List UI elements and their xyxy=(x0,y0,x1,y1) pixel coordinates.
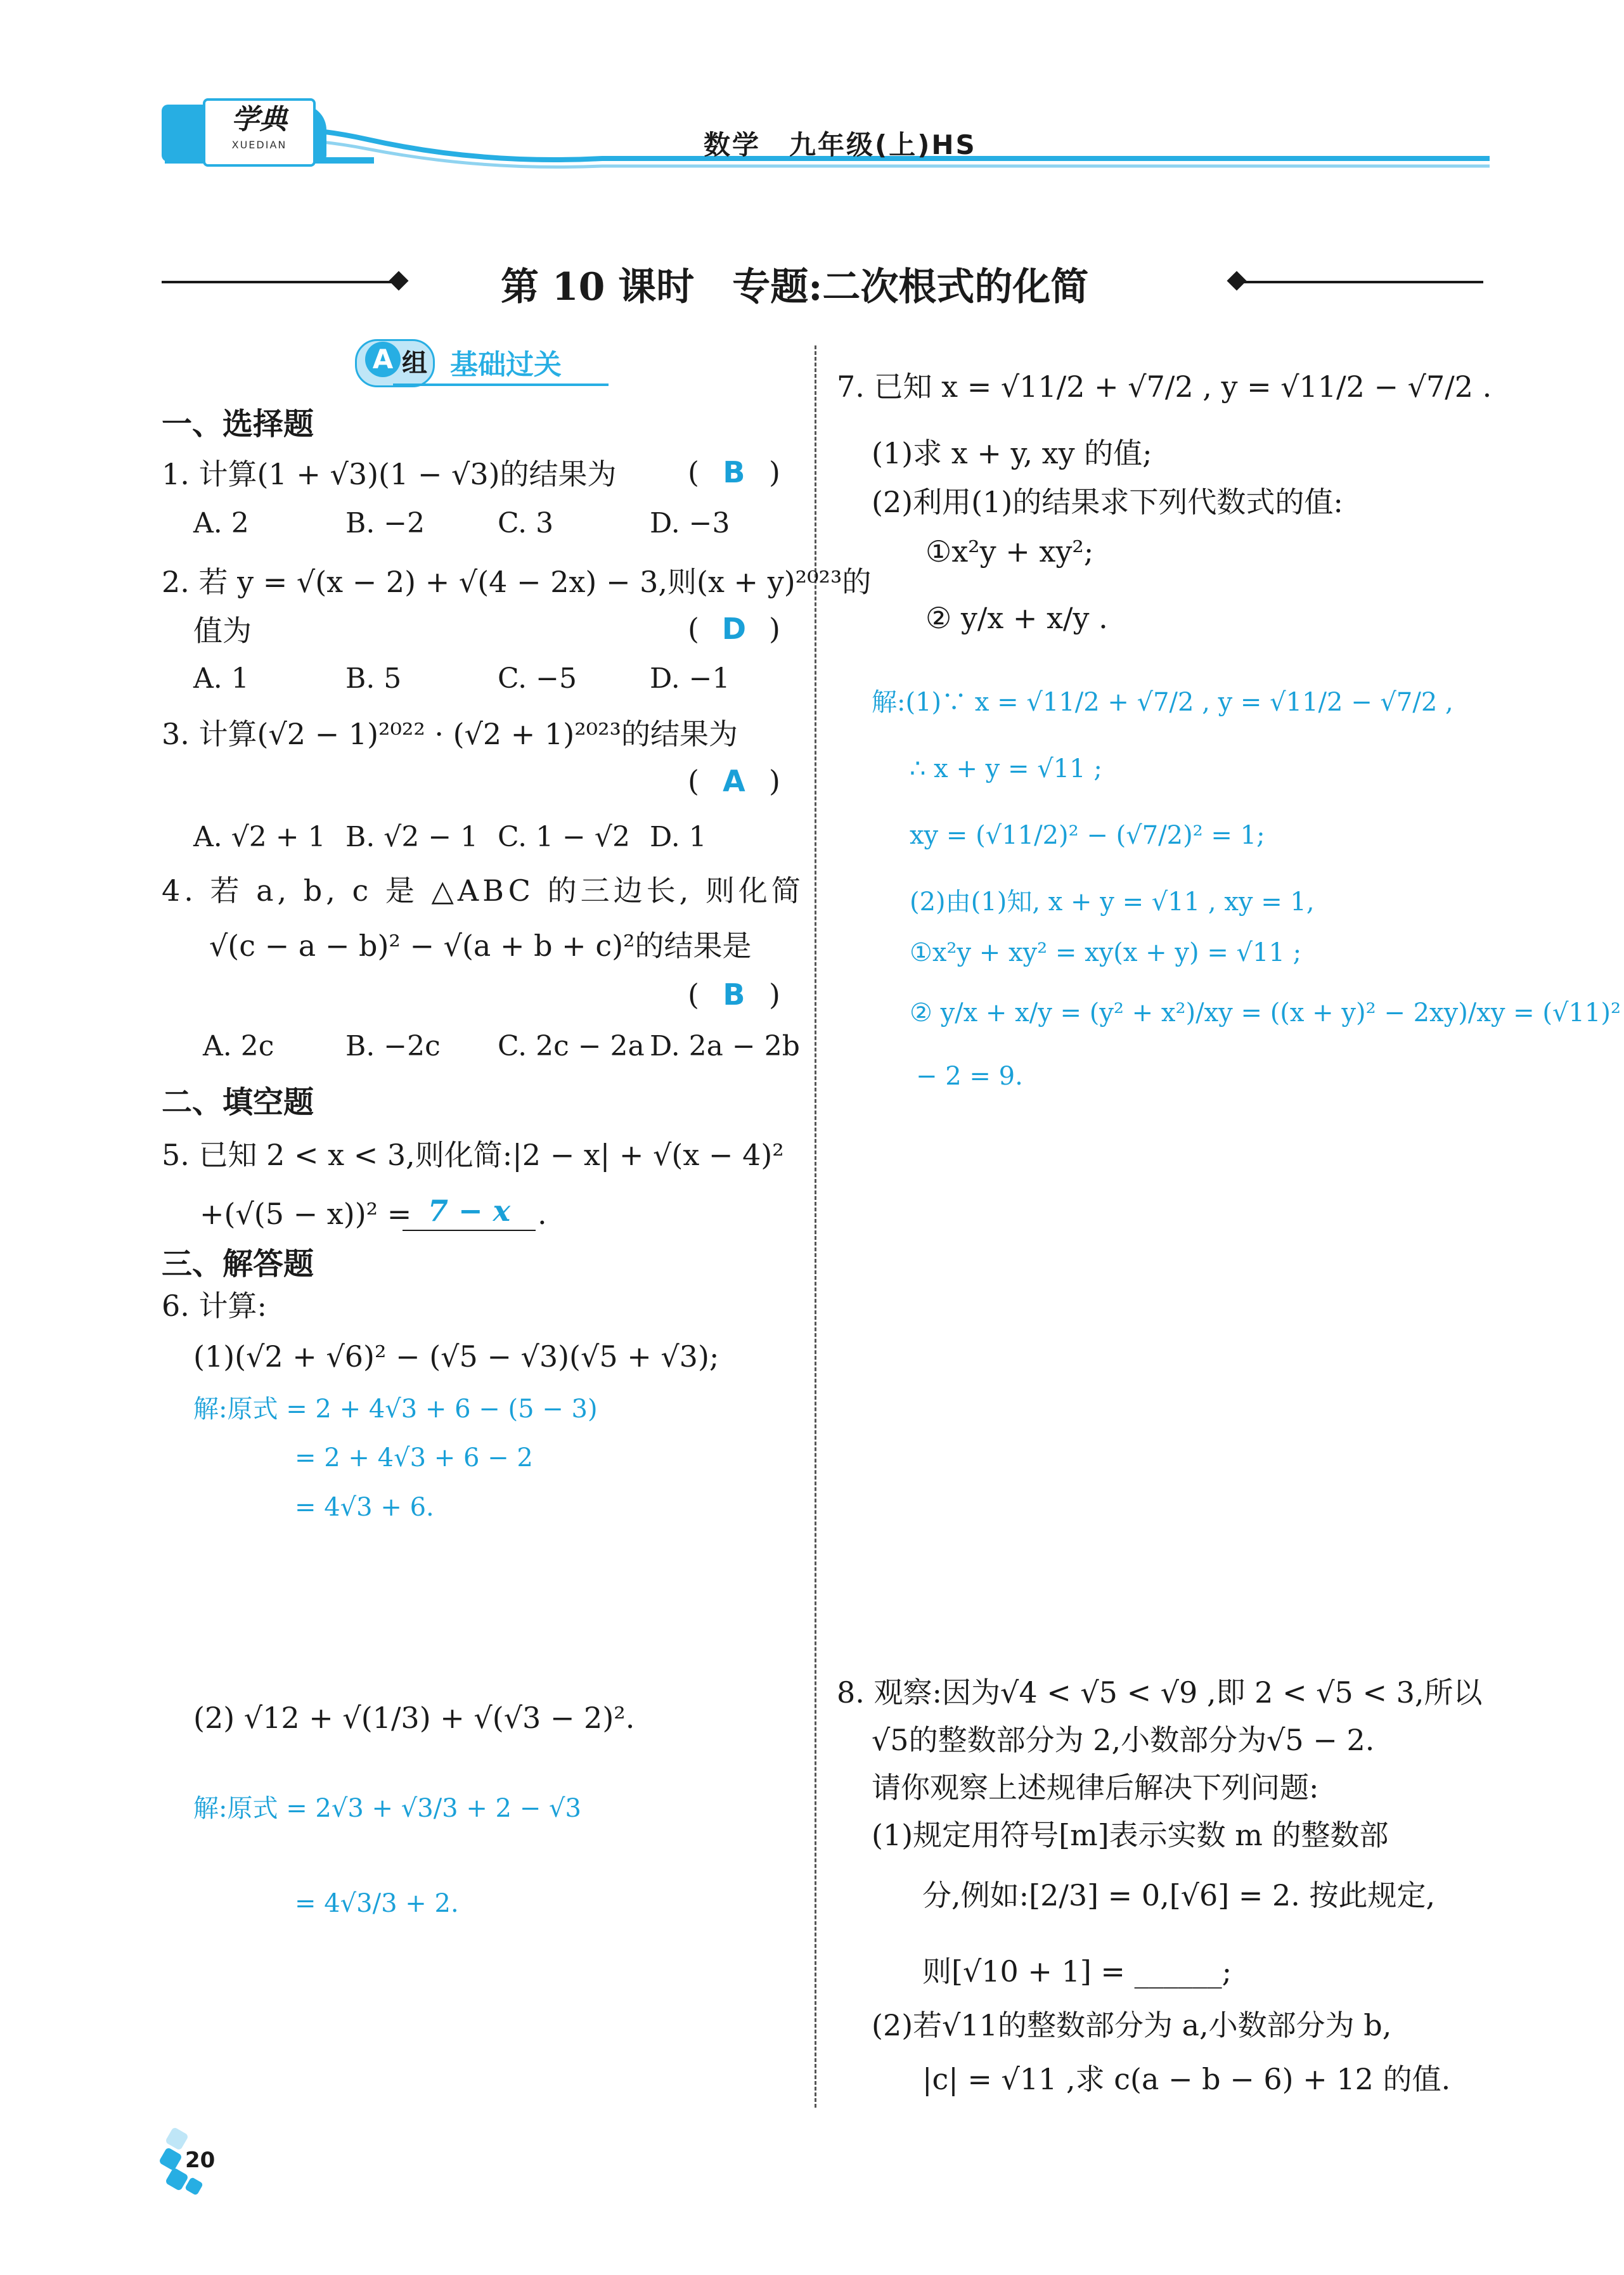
question-8-line-8: |c| = √11 ,求 c(a − b − 6) + 12 的值. xyxy=(922,2062,1451,2096)
answer-2: D xyxy=(721,612,747,646)
answer-bracket-1: ( B ) xyxy=(688,455,780,489)
question-8-line-5: 分,例如:[2/3] = 0,[√6] = 2. 按此规定, xyxy=(922,1878,1436,1912)
hex-dot-icon xyxy=(158,2147,183,2171)
header xyxy=(0,0,1624,184)
question-5-line-1: 5. 已知 2 < x < 3,则化简:|2 − x| + √(x − 4)² xyxy=(162,1138,784,1172)
option-c-4: C. 2c − 2a xyxy=(498,1030,645,1062)
question-5-period: . xyxy=(538,1197,547,1231)
group-badge-letter: A xyxy=(365,342,401,377)
question-7-part-2: (2)利用(1)的结果求下列代数式的值: xyxy=(872,485,1343,519)
solution-7-line-5: ①x²y + xy² = xy(x + y) = √11 ; xyxy=(910,938,1302,967)
question-6-stem: 6. 计算: xyxy=(162,1289,267,1323)
question-4-line-1: 4. 若 a, b, c 是 △ABC 的三边长, 则化简 xyxy=(162,873,804,908)
diamond-icon xyxy=(389,271,408,290)
question-2-line-2: 值为 xyxy=(193,614,252,648)
solution-7-line-4: (2)由(1)知, x + y = √11 , xy = 1, xyxy=(910,887,1315,917)
solution-7-line-1: 解:(1)∵ x = √11/2 + √7/2 , y = √11/2 − √7/2 , xyxy=(872,688,1453,717)
option-c-3: C. 1 − √2 xyxy=(498,821,630,853)
solution-7-line-7: − 2 = 9. xyxy=(916,1062,1023,1091)
group-label: 基础过关 xyxy=(450,349,562,381)
group-badge-suffix: 组 xyxy=(402,348,427,378)
section-heading-solve: 三、解答题 xyxy=(162,1246,314,1282)
solution-6-2-line-1: 解:原式 = 2√3 + √3/3 + 2 − √3 xyxy=(193,1794,581,1823)
hex-dot-icon xyxy=(184,2177,203,2196)
option-d-2: D. −1 xyxy=(650,662,730,695)
title-rule-left xyxy=(162,281,403,283)
question-8-line-3: 请你观察上述规律后解决下列问题: xyxy=(872,1770,1319,1805)
question-6-part-1: (1)(√2 + √6)² − (√5 − √3)(√5 + √3); xyxy=(193,1339,719,1374)
option-d-3: D. 1 xyxy=(650,821,707,853)
question-1: 1. 计算(1 + √3)(1 − √3)的结果为 xyxy=(162,457,617,491)
question-6-part-2: (2) √12 + √(1/3) + √(√3 − 2)². xyxy=(193,1701,635,1735)
section-heading-fill: 二、填空题 xyxy=(162,1085,314,1120)
question-7-item-2: ② y/x + x/y . xyxy=(925,601,1108,635)
answer-5: 7 − x xyxy=(403,1192,536,1231)
page-number: 20 xyxy=(185,2148,216,2173)
solution-6-1-line-2: = 2 + 4√3 + 6 − 2 xyxy=(295,1443,533,1473)
question-4-line-2: √(c − a − b)² − √(a + b + c)²的结果是 xyxy=(209,929,752,963)
question-8-line-7: (2)若√11的整数部分为 a,小数部分为 b, xyxy=(872,2008,1392,2042)
option-b-4: B. −2c xyxy=(345,1030,441,1062)
answer-bracket-3: ( A ) xyxy=(688,764,780,798)
option-a-1: A. 2 xyxy=(193,507,249,539)
answer-1: B xyxy=(723,455,745,489)
solution-7-line-3: xy = (√11/2)² − (√7/2)² = 1; xyxy=(910,821,1265,850)
question-8-line-6: 则[√10 + 1] = ______; xyxy=(922,1954,1232,1988)
option-b-3: B. √2 − 1 xyxy=(345,821,479,853)
logo-badge xyxy=(203,98,316,167)
question-5-line-2-prefix: +(√(5 − x))² = xyxy=(200,1197,412,1231)
title-rule-right xyxy=(1236,281,1483,283)
option-d-4: D. 2a − 2b xyxy=(650,1030,800,1062)
page-title: 第 10 课时 专题:二次根式的化简 xyxy=(501,265,1089,309)
solution-6-2-line-2: = 4√3/3 + 2. xyxy=(295,1889,459,1918)
question-8-line-2: √5的整数部分为 2,小数部分为√5 − 2. xyxy=(872,1723,1375,1757)
solution-6-1-line-1: 解:原式 = 2 + 4√3 + 6 − (5 − 3) xyxy=(193,1395,598,1424)
solution-7-line-2: ∴ x + y = √11 ; xyxy=(910,754,1102,783)
option-c-2: C. −5 xyxy=(498,662,577,695)
column-divider xyxy=(815,345,816,2108)
answer-3: A xyxy=(723,764,745,798)
answer-4: B xyxy=(723,977,745,1012)
option-d-1: D. −3 xyxy=(650,507,730,539)
answer-bracket-2: ( D ) xyxy=(688,612,780,646)
section-heading-choice: 一、选择题 xyxy=(162,406,314,442)
question-7-item-1: ①x²y + xy²; xyxy=(925,534,1094,569)
answer-bracket-4: ( B ) xyxy=(688,977,780,1012)
question-8-line-4: (1)规定用符号[m]表示实数 m 的整数部 xyxy=(872,1818,1389,1852)
subject-label: 数学 九年级(上)HS xyxy=(704,129,977,160)
question-3: 3. 计算(√2 − 1)²⁰²² · (√2 + 1)²⁰²³的结果为 xyxy=(162,717,738,751)
question-8-line-1: 8. 观察:因为√4 < √5 < √9 ,即 2 < √5 < 3,所以 xyxy=(837,1675,1483,1710)
option-a-2: A. 1 xyxy=(193,662,249,695)
option-a-3: A. √2 + 1 xyxy=(193,821,326,853)
logo-chinese: 学典 xyxy=(231,103,287,136)
question-2-line-1: 2. 若 y = √(x − 2) + √(4 − 2x) − 3,则(x + y)²⁰²³的 xyxy=(162,565,872,599)
question-7-stem: 7. 已知 x = √11/2 + √7/2 , y = √11/2 − √7/2 . xyxy=(837,370,1492,404)
option-c-1: C. 3 xyxy=(498,507,554,539)
solution-6-1-line-3: = 4√3 + 6. xyxy=(295,1493,434,1522)
option-b-2: B. 5 xyxy=(345,662,402,695)
solution-7-line-6: ② y/x + x/y = (y² + x²)/xy = ((x + y)² − 2xy)/xy = (√11)² xyxy=(910,998,1621,1028)
option-a-4: A. 2c xyxy=(203,1030,274,1062)
group-underline xyxy=(393,383,609,386)
question-7-part-1: (1)求 x + y, xy 的值; xyxy=(872,436,1152,470)
option-b-1: B. −2 xyxy=(345,507,425,539)
group-heading xyxy=(355,339,609,390)
logo-english: XUEDIAN xyxy=(231,139,287,151)
